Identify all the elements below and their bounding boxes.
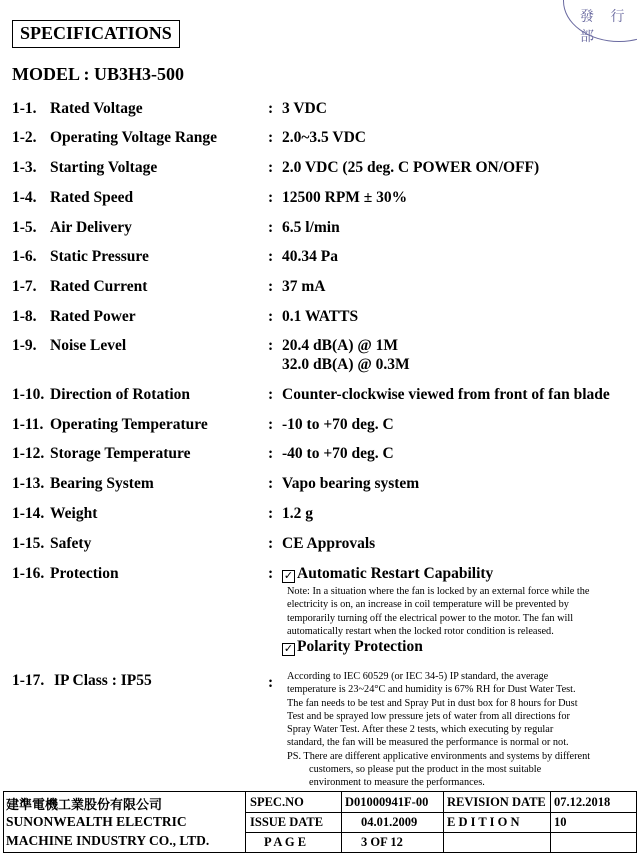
spec-value: 20.4 dB(A) @ 1M bbox=[282, 337, 399, 354]
spec-row bbox=[12, 672, 152, 690]
spec-value: -10 to +70 deg. C bbox=[282, 416, 394, 433]
spec-label: Air Delivery bbox=[50, 219, 132, 236]
colon: : bbox=[268, 219, 274, 236]
company-name-en-1: SUNONWEALTH ELECTRIC bbox=[6, 814, 187, 829]
spec-row bbox=[12, 337, 126, 355]
spec-num: 1-9. bbox=[12, 337, 37, 354]
colon: : bbox=[268, 189, 274, 206]
spec-value: 3 VDC bbox=[282, 100, 327, 117]
spec-label: Storage Temperature bbox=[50, 445, 191, 462]
checkbox-checked-icon: ✓ bbox=[283, 642, 294, 655]
colon: : bbox=[268, 674, 274, 691]
spec-value: 2.0 VDC (25 deg. C POWER ON/OFF) bbox=[282, 159, 540, 176]
spec-num: 1-5. bbox=[12, 219, 37, 236]
spec-label: Rated Current bbox=[50, 278, 148, 295]
company-name-cn: 建準電機工業股份有限公司 bbox=[6, 798, 163, 813]
spec-num: 1-14. bbox=[12, 505, 45, 522]
spec-value: Automatic Restart Capability bbox=[297, 565, 494, 582]
spec-row bbox=[12, 278, 147, 296]
colon: : bbox=[268, 248, 274, 265]
spec-row bbox=[12, 189, 133, 207]
colon: : bbox=[268, 100, 274, 117]
spec-num: 1-15. bbox=[12, 535, 45, 552]
spec-value: Vapo bearing system bbox=[282, 475, 420, 492]
colon: : bbox=[268, 386, 274, 403]
spec-label: Starting Voltage bbox=[50, 159, 158, 176]
spec-label: Rated Speed bbox=[50, 189, 134, 206]
colon: : bbox=[268, 159, 274, 176]
page-label: P A G E bbox=[264, 835, 307, 849]
note-line: standard, the fan will be measured the performance is normal or not. bbox=[287, 737, 569, 749]
edition-label: E D I T I O N bbox=[447, 815, 520, 829]
spec-value: 0.1 WATTS bbox=[282, 308, 359, 325]
note-line: PS. There are different applicative environments and systems by different bbox=[287, 750, 591, 762]
spec-num: 1-12. bbox=[12, 445, 45, 462]
spec-label: Operating Temperature bbox=[50, 416, 208, 433]
divider bbox=[245, 832, 636, 833]
spec-num: 1-10. bbox=[12, 386, 45, 403]
spec-label: Safety bbox=[50, 535, 92, 552]
stamp-text: 發 行 部 bbox=[580, 9, 631, 45]
colon: : bbox=[268, 416, 274, 433]
page-value: 3 OF 12 bbox=[361, 835, 403, 849]
spec-value-secondary: 32.0 dB(A) @ 0.3M bbox=[282, 356, 410, 373]
colon: : bbox=[268, 308, 274, 325]
divider bbox=[245, 812, 636, 813]
spec-label: Weight bbox=[50, 505, 98, 522]
model-heading: MODEL : UB3H3-500 bbox=[12, 64, 185, 84]
spec-value: 1.2 g bbox=[282, 505, 313, 522]
checkbox-checked-icon: ✓ bbox=[283, 569, 294, 582]
spec-row bbox=[12, 475, 154, 493]
spec-label: Rated Power bbox=[50, 308, 136, 325]
note-line: Test and be sprayed low pressure jets of water from all directions for bbox=[287, 710, 570, 722]
issue-date-value: 04.01.2009 bbox=[361, 815, 418, 829]
spec-row bbox=[12, 159, 157, 177]
protection-note bbox=[287, 585, 632, 638]
spec-value: 37 mA bbox=[282, 278, 326, 295]
note-line: automatically restart when the locked rotor condition is released. bbox=[287, 625, 554, 637]
spec-num: 1-4. bbox=[12, 189, 37, 206]
spec-row bbox=[12, 386, 190, 404]
spec-label: Rated Voltage bbox=[50, 100, 143, 117]
spec-label: Noise Level bbox=[50, 337, 127, 354]
spec-num: 1-17. bbox=[12, 672, 45, 689]
colon: : bbox=[268, 129, 274, 146]
spec-no-value: D01000941F-00 bbox=[345, 795, 429, 809]
spec-label: Protection bbox=[50, 565, 119, 582]
spec-value: CE Approvals bbox=[282, 535, 376, 552]
note-line: Spray Water Test. After these 2 tests, which executing by regular bbox=[287, 724, 554, 736]
spec-label: Bearing System bbox=[50, 475, 154, 492]
spec-row bbox=[12, 445, 190, 463]
note-line: environment to measure the performances. bbox=[309, 777, 485, 789]
revision-date-value: 07.12.2018 bbox=[554, 795, 611, 809]
issue-date-label: ISSUE DATE bbox=[250, 815, 324, 829]
spec-num: 1-6. bbox=[12, 248, 37, 265]
colon: : bbox=[268, 505, 274, 522]
divider bbox=[550, 792, 551, 852]
spec-num: 1-8. bbox=[12, 308, 37, 325]
spec-num: 1-2. bbox=[12, 129, 37, 146]
colon: : bbox=[268, 337, 274, 354]
note-line: temporarily turning off the electrical power to the motor. The fan will bbox=[287, 612, 574, 624]
spec-value: 2.0~3.5 VDC bbox=[282, 129, 366, 146]
spec-row bbox=[12, 129, 217, 147]
divider bbox=[245, 792, 246, 852]
note-line: According to IEC 60529 (or IEC 34-5) IP standard, the average bbox=[287, 671, 549, 682]
spec-value: 12500 RPM ± 30% bbox=[282, 189, 408, 206]
spec-row bbox=[12, 308, 136, 326]
divider bbox=[443, 792, 444, 852]
note-line: electricity is on, an increase in coil temperature will be prevented by bbox=[287, 599, 569, 611]
spec-row bbox=[12, 565, 119, 583]
edition-value: 10 bbox=[554, 815, 567, 829]
note-line: The fan needs to be test and Spray Put in dust box for 8 hours for Dust bbox=[287, 697, 578, 709]
note-line: temperature is 23~24°C and humidity is 67% RH for Dust Water Test. bbox=[287, 684, 576, 696]
note-line: Note: In a situation where the fan is locked by an external force while the bbox=[287, 586, 590, 597]
automatic-restart-item bbox=[282, 565, 493, 583]
spec-num: 1-3. bbox=[12, 159, 37, 176]
spec-num: 1-11. bbox=[12, 416, 44, 433]
spec-row bbox=[12, 248, 149, 266]
spec-row bbox=[12, 219, 132, 237]
spec-row bbox=[12, 100, 143, 118]
spec-value: -40 to +70 deg. C bbox=[282, 445, 394, 462]
spec-no-label: SPEC.NO bbox=[250, 795, 304, 809]
spec-row bbox=[12, 535, 91, 553]
spec-value: 40.34 Pa bbox=[282, 248, 338, 265]
colon: : bbox=[268, 565, 274, 582]
note-line: customers, so please put the product in the most suitable bbox=[309, 764, 542, 776]
colon: : bbox=[268, 445, 274, 462]
spec-row bbox=[12, 505, 97, 523]
spec-label: Operating Voltage Range bbox=[50, 129, 218, 146]
colon: : bbox=[268, 475, 274, 492]
spec-value: 6.5 l/min bbox=[282, 219, 340, 236]
spec-num: 1-13. bbox=[12, 475, 45, 492]
ip-note bbox=[287, 670, 632, 790]
spec-label: Direction of Rotation bbox=[50, 386, 191, 403]
spec-label: Static Pressure bbox=[50, 248, 149, 265]
spec-num: 1-7. bbox=[12, 278, 37, 295]
polarity-protection-item bbox=[282, 638, 423, 656]
footer-table bbox=[3, 791, 637, 853]
divider bbox=[341, 792, 342, 852]
spec-num: 1-1. bbox=[12, 100, 37, 117]
spec-value: Counter-clockwise viewed from front of fan blade bbox=[282, 386, 610, 403]
company-name-en-2: MACHINE INDUSTRY CO., LTD. bbox=[6, 833, 210, 848]
spec-row bbox=[12, 416, 208, 434]
polarity-label: Polarity Protection bbox=[297, 638, 423, 655]
spec-num: 1-16. bbox=[12, 565, 45, 582]
colon: : bbox=[268, 278, 274, 295]
revision-date-label: REVISION DATE bbox=[447, 795, 546, 809]
spec-label: IP Class : IP55 bbox=[54, 672, 152, 689]
page-title: SPECIFICATIONS bbox=[12, 20, 180, 48]
colon: : bbox=[268, 535, 274, 552]
